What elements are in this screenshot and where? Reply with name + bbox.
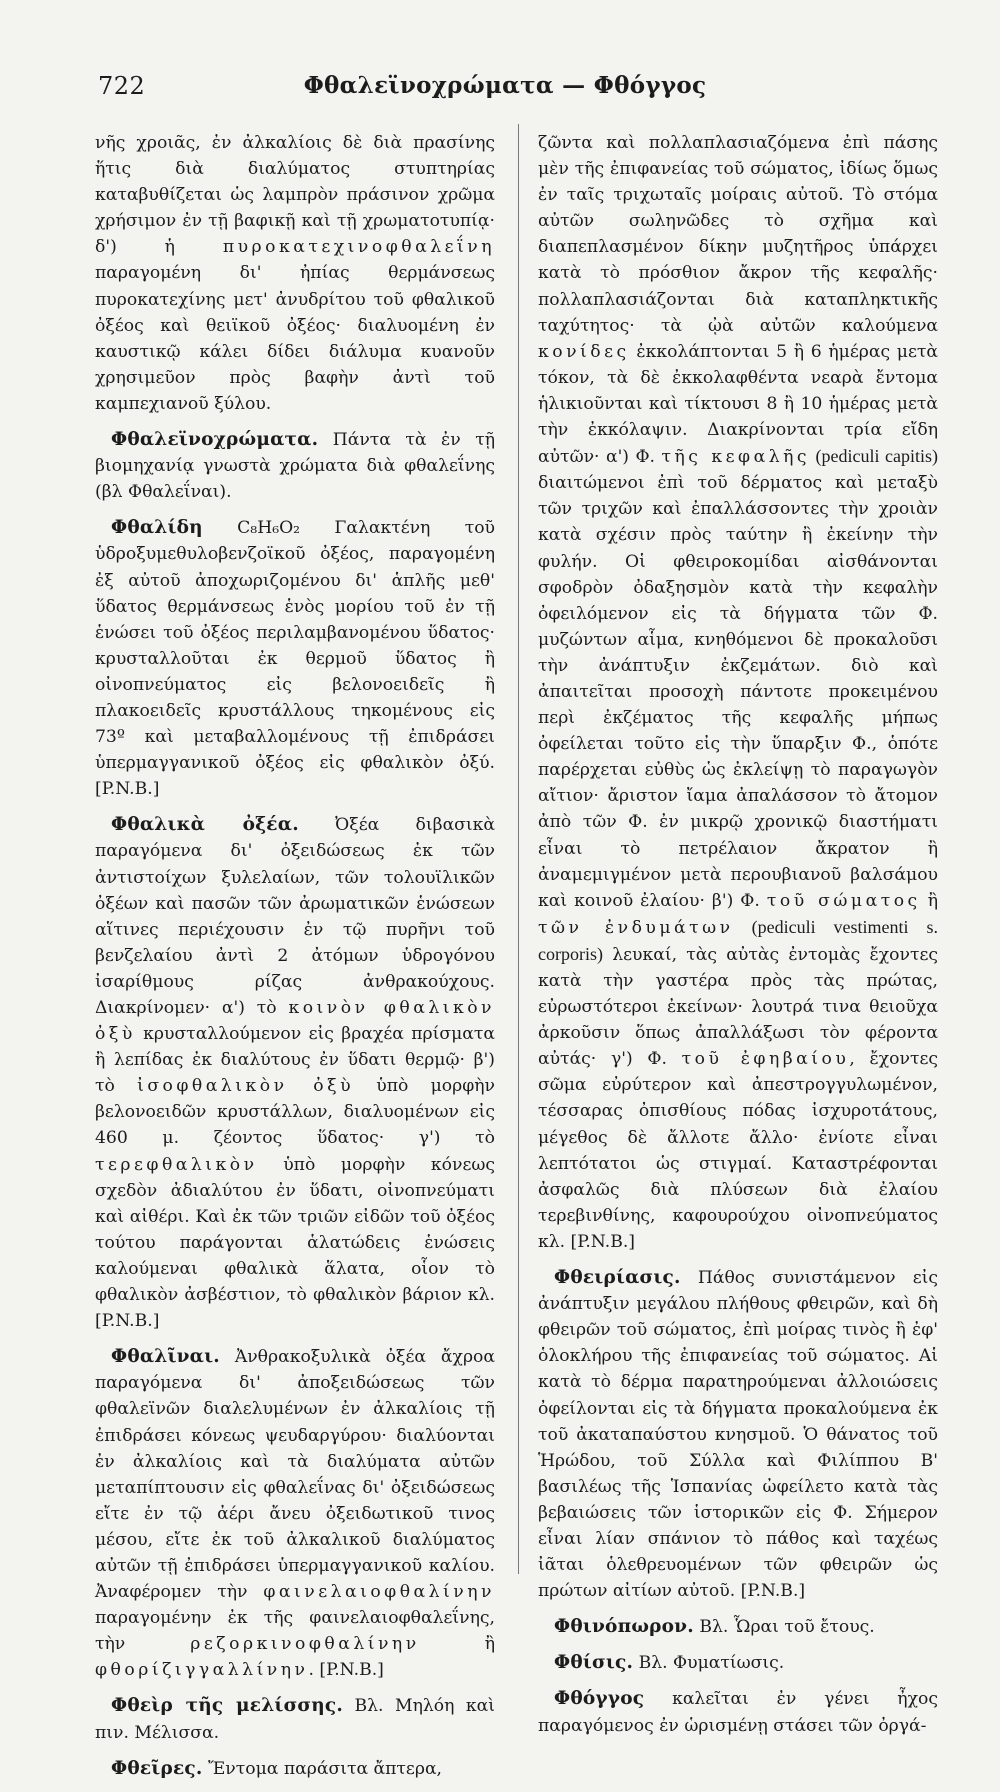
entry-phthongos xyxy=(538,1686,938,1738)
entry-body: Πάντα τὰ ἐν τῇ βιομηχανίᾳ γνωστὰ χρώματα διὰ φθαλεΐνης (βλ Φθαλεΐναι). xyxy=(95,430,495,503)
entry-body: λευκαί, τὰς αὐτὰς ἐντομὰς ἔχοντες κατὰ τὴν γαστέρα πρὸς τὰς πρώτας, εὐρωστότεροι ἐκείνων· λουτρά τινα θειοῦχα ἀρκοῦσιν ὅπως ἀπαλλάξωσι τὸν φέροντα αὐτάς· γ') Φ. xyxy=(538,944,938,1070)
spaced-term: κονίδες xyxy=(538,341,630,362)
spaced-term: ρεζορκινοφθαλίνην xyxy=(190,1634,420,1655)
entry-body: νῆς χροιᾶς, ἐν ἀλκαλίοις δὲ διὰ πρασίνης ἥτις διὰ διαλύματος στυπτηρίας καταβυθίζεται ὡς λαμπρὸν πράσινον χρῶμα χρήσιμον ἐν τῇ βαφικῇ καὶ τῇ χρωματοτυπίᾳ· δ') ἡ xyxy=(95,133,495,258)
headword: Φθαλικὰ ὀξέα. xyxy=(111,814,299,836)
headword: Φθεῖρες. xyxy=(111,1757,203,1779)
entry-bee-louse xyxy=(95,1693,495,1745)
entry-lice xyxy=(95,1756,495,1782)
entry-phthisis xyxy=(538,1650,938,1676)
continued-entry-text xyxy=(95,130,495,417)
continued-entry-text xyxy=(538,130,938,1255)
page-number: 722 xyxy=(98,72,146,100)
entry-phthaleinochromata xyxy=(95,427,495,505)
entry-body: καλεῖται ἐν γένει ἦχος παραγόμενος ἐν ὡρισμένῃ στάσει τῶν ὀργά- xyxy=(538,1689,938,1736)
spaced-term: φαινελαιοφθαλίνην xyxy=(263,1582,495,1603)
entry-body: Πάθος συνιστάμενον εἰς ἀνάπτυξιν μεγάλου πλήθους φθειρῶν, καὶ δὴ φθειρῶν τοῦ σώματος, ἐπὶ μοίρας τινὸς ἢ ἐφ' ὁλοκλήρου τῆς ἐπιφανείας τοῦ σώματος. Αἱ κατὰ τὸ δέρμα παρατηρούμεναι ἀλλοιώσεις ὀφείλονται εἰς τὰ δήγματα προκαλούμενα ἐκ τοῦ ἀκαταπαύστου κνησμοῦ. Ὁ θάνατος τοῦ Ἡρώδου, τοῦ Σύλλα καὶ Φιλίππου Β' βασιλέως τῆς Ἱσπανίας ὠφείλετο κατὰ τὰς βεβαιώσεις τῶν ἱστορικῶν εἰς Φ. Σήμερον εἶναι λίαν σπάνιον τὸ πάθος καὶ ταχέως ἰᾶται ὁλεθρευομένων τῶν φθειρῶν ὡς πρώτων αἰτίων αὐτοῦ. [P.N.B.] xyxy=(538,1268,938,1602)
headword: Φθεὶρ τῆς μελίσσης. xyxy=(111,1695,344,1717)
spaced-term: φθορίζιγγαλλίνην xyxy=(95,1660,309,1681)
entry-body: Βλ. Ὧραι τοῦ ἔτους. xyxy=(693,1617,875,1638)
chemical-formula: C₈H₆O₂ xyxy=(202,518,335,539)
entry-body: ὑπὸ μορφὴν κόνεως σχεδὸν ἀδιαλύτου ἐν ὕδατι, οἰνοπνεύματι καὶ αἰθέρι. Καὶ ἐκ τῶν τριῶν εἰδῶν τοῦ ὀξέος τούτου παράγονται ἁλατώδεις ἑνώσεις καλούμεναι φθαλικὰ ἅλατα, οἷον τὸ φθαλικὸν ἀσβέστιον, τὸ φθαλικὸν βάριον κλ. [P.N.B.] xyxy=(95,1154,495,1332)
spaced-term: τῶν ἐνδυμάτων xyxy=(538,917,734,938)
spaced-term: κοινὸν φθαλικὸν ὀξὺ xyxy=(95,998,495,1045)
spaced-term: ἰσοφθαλικὸν ὀξὺ xyxy=(137,1076,355,1097)
headword: Φθινόπωρον. xyxy=(554,1616,694,1638)
entry-body: ἢ xyxy=(419,1634,496,1655)
column-divider xyxy=(518,124,519,1574)
entry-body: ζῶντα καὶ πολλαπλασιαζόμενα ἐπὶ πάσης μὲν τῆς ἐπιφανείας τοῦ σώματος, ἰδίως ὅμως ἐν ταῖς τριχωταῖς μοίραις αὐτοῦ. Τὸ στόμα αὐτῶν σωληνῶδες τὸ σχῆμα καὶ διαπεπλασμένον δίκην μυζητῆρος ὑπάρχει κατὰ τὸ πρόσθιον ἄκρον τῆς κεφαλῆς· πολλαπλασιάζονται διὰ καταπληκτικῆς ταχύτητος· τὰ ᾠὰ αὐτῶν καλούμενα xyxy=(538,133,938,336)
entry-autumn xyxy=(538,1614,938,1640)
latin-name: (pediculi vestimenti s. corporis) xyxy=(538,916,938,964)
entry-phthalide xyxy=(95,515,495,802)
spaced-term: τερεφθαλικὸν xyxy=(95,1154,258,1175)
headword: Φθειρίασις. xyxy=(554,1267,681,1289)
headword: Φθαλῖναι. xyxy=(111,1346,220,1368)
entry-body: , ἔχοντες σῶμα εὐρύτερον καὶ ἀπεστρογγυλωμένον, τέσσαρας ὀπισθίους πόδας ἰσχυροτάτους, μέγεθος δὲ ἄλλοτε ἄλλο· ἐνίοτε εἶναι λεπτότατοι ὡς στιγμαί. Καταστρέφονται ἀσφαλῶς διὰ πλύσεων διὰ ἐλαίου τερεβινθίνης, καφουρούχου οἰνοπνεύματος κλ. [P.N.B.] xyxy=(538,1049,938,1252)
spaced-term: τοῦ ἐφηβαίου xyxy=(681,1049,850,1070)
entry-body: . [P.N.B.] xyxy=(308,1660,384,1681)
entry-body: Ὀξέα διβασικὰ παραγόμενα δι' ὀξειδώσεως ἐκ τῶν ἀντιστοίχων ξυλελαίων, τῶν τολουϊλικῶν ὀξέων καὶ πασῶν τῶν ἀρωματικῶν ἑνώσεων αἵτινες περιέχουσιν ἐν τῷ πυρῆνι τοῦ βενζελαίου ἀντὶ 2 ἀτόμων ὑδρογόνου ἰσαρίθμους ρίζας ἀνθρακούχους. Διακρίνομεν· α') τὸ xyxy=(95,815,495,1018)
entry-body: Βλ. Φυματίωσις. xyxy=(633,1653,785,1674)
entry-body: παραγομένην ἐκ τῆς φαινελαιοφθαλεΐνης, τὴν xyxy=(95,1608,495,1655)
headword: Φθίσις. xyxy=(554,1652,634,1674)
spaced-term: τῆς κεφαλῆς xyxy=(661,447,811,468)
running-head: Φθαλεϊνοχρώματα — Φθόγγος xyxy=(303,72,707,99)
headword: Φθόγγος xyxy=(554,1688,645,1710)
left-column xyxy=(95,130,495,1792)
entry-body: ἐκκολάπτονται 5 ἢ 6 ἡμέρας μετὰ τόκον, τὰ δὲ ἐκκολαφθέντα νεαρὰ ἔντομα ἡλικιοῦνται καὶ τίκτουσι 8 ἢ 10 ἡμέρας μετὰ τὴν ἐκκόλαψιν. Διακρίνονται τρία εἴδη αὐτῶν· α') Φ. xyxy=(538,341,938,468)
entry-body: Ἔντομα παράσιτα ἄπτερα, xyxy=(202,1758,443,1779)
headword: Φθαλίδη xyxy=(111,517,203,539)
entry-body: κρυσταλλούμενον εἰς βραχέα πρίσματα ἢ λεπίδας ἐκ διαλύτους ἐν ὕδατι θερμῷ· β') τὸ xyxy=(95,1024,495,1097)
entry-phthalic-acids xyxy=(95,812,495,1334)
entry-body: ὑπὸ μορφὴν βελονοειδῶν κρυστάλλων, διαλυομένων εἰς 460 μ. ζέοντος ὕδατος· γ') τὸ xyxy=(95,1076,495,1149)
spaced-term: πυροκατεχινοφθαλεΐνη xyxy=(222,237,495,258)
page-header xyxy=(95,64,915,108)
entry-phthalins xyxy=(95,1344,495,1683)
entry-body: Γαλακτένη τοῦ ὑδροξυμεθυλοβενζοϊκοῦ ὀξέος, παραγομένη ἐξ αὐτοῦ ἀποχωριζομένου δι' ἁπλῆς μεθ' ὕδατος θερμάνσεως ἑνὸς μορίου τοῦ ἐν τῇ ἑνώσει τοῦ ὀξέος περιλαμβανομένου ὕδατος· κρυσταλλοῦται ἐκ θερμοῦ ὕδατος ἢ οἰνοπνεύματος εἰς βελονοειδεῖς ἢ πλακοειδεῖς κρυστάλλους τηκομένους εἰς 73º καὶ μεταβαλλομένους τῇ ἐπιδράσει ὑπερμαγγανικοῦ ὀξέος εἰς φθαλικὸν ὀξύ. [P.N.B.] xyxy=(95,518,496,800)
latin-name: (pediculi capitis) xyxy=(810,446,938,467)
entry-body: ἢ xyxy=(920,890,938,911)
entry-body: Βλ. Μηλόη καὶ πιν. Μέλισσα. xyxy=(95,1696,495,1743)
entry-body: Ἀνθρακοξυλικὰ ὀξέα ἄχροα παραγόμενα δι' ἀποξειδώσεως τῶν φθαλεϊνῶν διαλελυμένων ἐν ἀλκαλίοις τῇ ἐπιδράσει κόνεως ψευδαργύρου· διαλύονται ἐν ἀλκαλίοις καὶ τὰ διαλύματα αὐτῶν μεταπίπτουσιν εἰς φθαλεΐνας δι' ὀξειδώσεως εἴτε ἐν τῷ ἀέρι ἄνευ ὀξειδωτικοῦ τινος μέσου, εἴτε ἐκ τοῦ ἀλκαλικοῦ διαλύματος αὐτῶν τῇ ἐπιδράσει ὑπερμαγγανικοῦ καλίου. Ἀναφέρομεν τὴν xyxy=(95,1347,495,1603)
entry-body: διαιτώμενοι ἐπὶ τοῦ δέρματος καὶ μεταξὺ τῶν τριχῶν καὶ ἐπαλλάσσοντες τὴν χροιὰν κατὰ σχέσιν πρὸς ταύτην ἢ ἐκείνην τὴν φυλήν. Οἱ φθειροκομίδαι αἰσθάνονται σφοδρὸν ὀδαξησμὸν κατὰ τὴν κεφαλὴν ὀφειλόμενον εἰς τὰ δήγματα τῶν Φ. μυζώντων αἷμα, κνηθόμενοι δὲ προκαλοῦσι τὴν ἀνάπτυξιν ἐκζεμάτων. διὸ καὶ ἀπαιτεῖται προσοχὴ πάντοτε προκειμένου περὶ ἐκζέματος τῆς κεφαλῆς μήπως ὀφείλεται τοῦτο εἰς τὴν ὕπαρξιν Φ., ὁπότε παρέρχεται εὐθὺς ὡς ἐκλείψῃ τὸ παραγωγὸν αἴτιον· ἄριστον ἴαμα ἀπαλάσσον τὸ ἄτομον ἀπὸ τῶν Φ. ἐν μικρῷ χρονικῷ διαστήματι εἶναι τὸ πετρέλαιον ἄκρατον ἢ ἀναμεμιγμένον μετὰ περουβιανοῦ βαλσάμου καὶ κοινοῦ ἐλαίου· β') Φ. xyxy=(538,473,938,911)
spaced-term: τοῦ σώματος xyxy=(766,890,921,911)
entry-phthiriasis xyxy=(538,1265,938,1604)
right-column xyxy=(538,130,938,1749)
entry-body: παραγομένη δι' ἠπίας θερμάνσεως πυροκατεχίνης μετ' ἀνυδρίτου τοῦ φθαλικοῦ ὀξέος καὶ θειϊκοῦ ὀξέος· διαλυομένη ἐν καυστικῷ κάλει δίδει διάλυμα κυανοῦν χρησιμεῦον πρὸς βαφὴν ἀντὶ τοῦ καμπεχιανοῦ ξύλου. xyxy=(95,263,495,414)
headword: Φθαλεϊνοχρώματα. xyxy=(111,429,319,451)
